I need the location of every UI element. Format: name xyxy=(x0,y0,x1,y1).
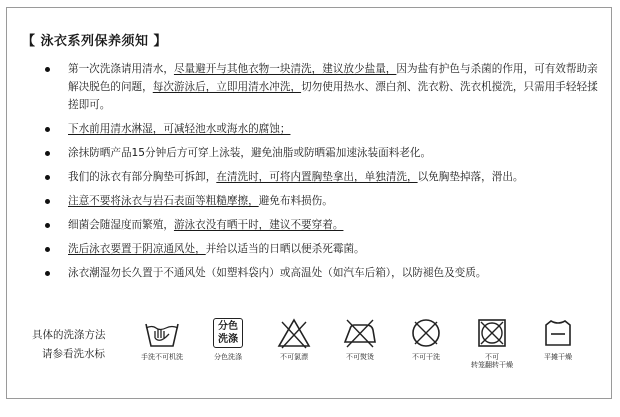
hand-wash-icon xyxy=(142,316,182,350)
care-item-highlight: 尽量避开与其他衣物一块清洗，建议放少盐量， xyxy=(173,63,397,75)
care-item xyxy=(38,240,598,258)
care-item-highlight: 在清洗时，可将内置胸垫拿出，单独清洗， xyxy=(216,171,418,183)
wash-label-note-line2: 请参看洗水标 xyxy=(42,348,105,360)
care-symbol-no-iron xyxy=(330,316,390,361)
care-symbols xyxy=(132,316,592,376)
symbol-label: 不可干洗 xyxy=(412,353,440,361)
page-title: 【 泳衣系列保养须知 】 xyxy=(22,34,168,49)
no-dry-clean-icon xyxy=(406,316,446,350)
care-item-highlight: 每次游泳后，立即用清水冲洗， xyxy=(152,81,302,93)
care-item-text: 切勿使用热水、漂白剂、洗衣粉、洗衣机搅洗，只需用手轻轻揉搓即可。 xyxy=(68,81,598,111)
care-symbol-dry-flat xyxy=(528,316,588,361)
symbol-label-line2: 转笼翻转干燥 xyxy=(471,361,513,369)
no-tumble-dry-icon xyxy=(472,316,512,350)
care-item xyxy=(38,216,598,234)
symbol-label: 不可氯漂 xyxy=(280,353,308,361)
symbol-label: 手洗不可机洗 xyxy=(141,353,183,361)
care-item xyxy=(38,120,598,138)
wash-label-note-line1: 具体的洗涤方法 xyxy=(32,329,106,341)
care-symbol-separate-wash xyxy=(198,316,258,362)
care-symbol-no-dry-clean xyxy=(396,316,456,361)
no-bleach-icon xyxy=(274,316,314,350)
separate-wash-box-line2: 洗涤 xyxy=(218,334,238,345)
care-symbol-no-bleach xyxy=(264,316,324,361)
dry-flat-icon xyxy=(538,316,578,350)
care-item-highlight: 洗后泳衣要置于阴凉通风处， xyxy=(68,243,206,255)
care-item-highlight: 注意不要将泳衣与岩石表面等粗糙摩擦， xyxy=(68,195,259,207)
symbol-label-line1: 不可 xyxy=(485,353,499,361)
care-list xyxy=(38,60,598,288)
separate-wash-box xyxy=(213,318,243,348)
symbol-label: 不可熨烫 xyxy=(346,353,374,361)
separate-wash-icon xyxy=(198,316,258,350)
care-item-text: 第一次洗涤请用清水， xyxy=(68,63,174,75)
care-item xyxy=(38,144,598,162)
care-item-text: 以免胸垫掉落，滑出。 xyxy=(417,171,524,183)
care-item-text: 因为盐有护色与杀菌的作用，可有效帮助亲解决脱色的问题， xyxy=(68,63,598,93)
wash-label-note xyxy=(32,326,106,364)
no-iron-icon xyxy=(340,316,380,350)
care-item-text: 细菌会随湿度而繁殖， xyxy=(68,219,174,231)
care-item-text: 涂抹防晒产品15分钟后方可穿上泳装，避免油脂或防晒霜加速泳装面料老化。 xyxy=(68,147,432,159)
care-item-text: 我们的泳衣有部分胸垫可拆卸， xyxy=(68,171,217,183)
care-item-text: 避免布料损伤。 xyxy=(258,195,333,207)
care-item-highlight: 游泳衣没有晒干时，建议不要穿着。 xyxy=(173,219,344,231)
care-item-highlight: 下水前用清水淋湿，可减轻池水或海水的腐蚀； xyxy=(68,123,291,135)
care-symbol-hand-wash xyxy=(132,316,192,361)
symbol-label: 平摊干燥 xyxy=(544,353,572,361)
care-item-text: 并给以适当的日晒以便杀死霉菌。 xyxy=(205,243,365,255)
symbol-label: 分色洗涤 xyxy=(214,353,242,361)
care-symbol-no-tumble-dry xyxy=(462,316,522,369)
care-item xyxy=(38,192,598,210)
care-item xyxy=(38,60,598,114)
care-item xyxy=(38,264,598,282)
symbol-label xyxy=(462,353,522,369)
care-item-text: 泳衣潮湿勿长久置于不通风处（如塑料袋内）或高温处（如汽车后箱），以防褪色及变质。 xyxy=(68,267,487,279)
care-item xyxy=(38,168,598,186)
separate-wash-box-line1: 分色 xyxy=(218,321,238,332)
